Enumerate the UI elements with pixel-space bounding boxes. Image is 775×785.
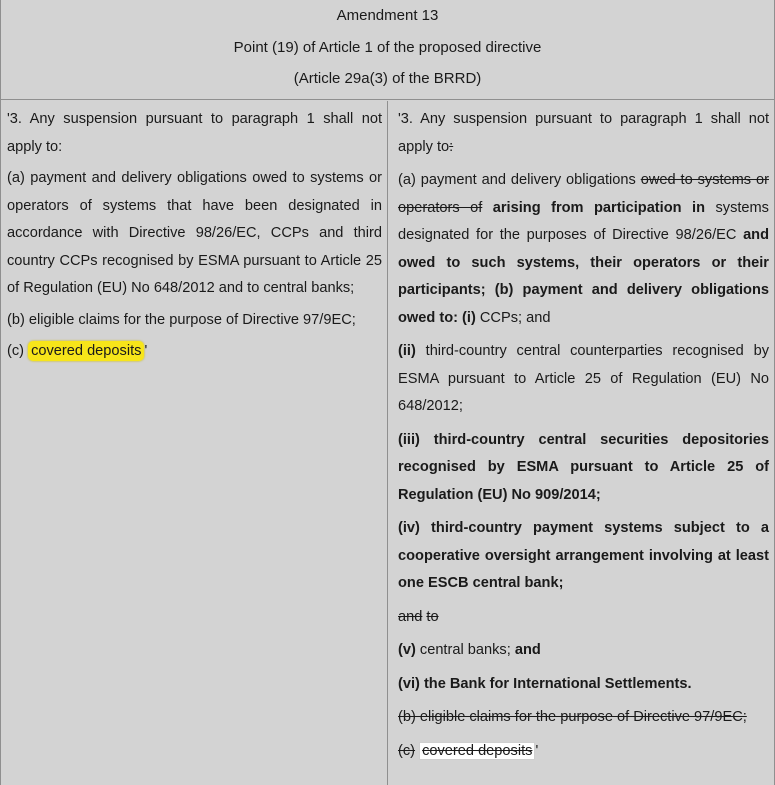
right-point-vi [398,671,769,699]
left-point-a: (a) payment and delivery obligations owed to systems or operators of systems that have been designated in accordance with Directive 98/26/EC, CCPs and third country CCPs recognised by ESMA pursuant to Article 25 of Regulation (EU) No 648/2012 and to central banks; [7,170,382,296]
right-deleted-b-text: (b) eligible claims for the purpose of Directive 97/9EC; [398,709,747,725]
right-intro-deleted-colon: : [449,138,454,155]
left-point-c-suffix: ' [144,343,148,359]
right-a-added-text-2: and owed to such systems, their operators or their participants; (b) payment and delivery obligations owed to: (i) [398,227,770,326]
right-deleted-point-c [398,738,769,766]
right-ii-label: (ii) [398,343,416,359]
right-v-text: central banks; [419,642,511,658]
right-a-text-3: CCPs; and [479,309,551,326]
right-deleted-c-prefix: (c) [398,742,416,759]
right-point-iii [398,427,769,510]
left-intro: '3. Any suspension pursuant to paragraph 1 shall not apply to: [7,111,382,155]
right-point-ii [398,338,769,421]
right-a-deleted-text: owed to systems or operators of [398,172,769,216]
original-text-column [1,101,387,785]
amended-text-column [387,101,775,785]
left-point-c [7,338,382,366]
left-point-b: (b) eligible claims for the purpose of Directive 97/9EC; [7,311,356,328]
right-iii-text: (iii) third-country central securities depositories recognised by ESMA pursuant to Article 25 of Regulation (EU) No 909/2014; [398,431,769,503]
right-v-added-and: and [514,642,541,658]
right-iv-text: (iv) third-country payment systems subject to a cooperative oversight arrangement involving at least one ESCB central bank; [398,520,769,591]
table-header [1,0,774,100]
right-point-v [398,637,769,665]
right-ii-text: third-country central counterparties recognised by ESMA pursuant to Article 25 of Regulation (EU) No 648/2012; [398,343,769,414]
right-point-iv [398,515,769,598]
right-vi-text: (vi) the Bank for International Settlements. [398,675,692,692]
right-v-label: (v) [398,642,416,658]
right-a-text-2: systems designated for the purposes of Directive 98/26/EC [398,199,769,243]
right-a-added-text-1: arising from participation in [492,199,705,216]
right-intro-text: '3. Any suspension pursuant to paragraph 1 shall not apply to [398,111,769,155]
right-deleted-and: and [398,608,423,625]
right-a-text-1: (a) payment and delivery obligations [398,172,636,188]
right-point-a [398,167,769,332]
right-deleted-to: to [426,608,439,625]
amendment-article: (Article 29a(3) of the BRRD) [293,70,482,87]
right-c-suffix: ' [535,742,539,759]
right-deleted-point-b [398,704,769,732]
amendment-point: Point (19) of Article 1 of the proposed directive [233,39,542,56]
covered-deposits-highlight: covered deposits [28,341,144,361]
amendment-title: Amendment 13 [336,7,439,24]
right-and-to [398,604,769,632]
right-intro [398,106,769,161]
covered-deposits-boxed: covered deposits [419,742,535,760]
left-point-c-prefix: (c) [7,343,25,359]
